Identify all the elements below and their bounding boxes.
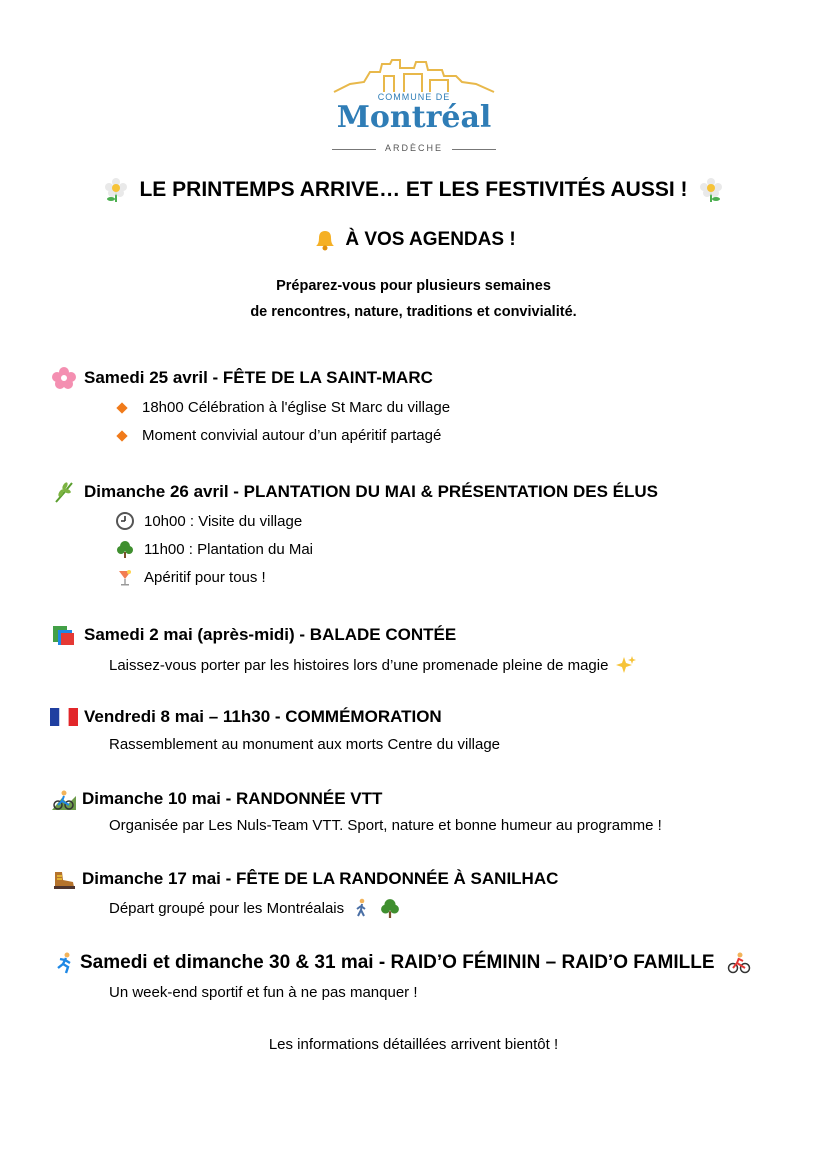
event-description — [109, 898, 400, 918]
daisy-icon — [103, 177, 129, 203]
intro-line: Préparez-vous pour plusieurs semaines — [276, 278, 551, 294]
tree-icon — [116, 540, 134, 558]
event-title-text: Dimanche 17 mai - FÊTE DE LA RANDONNÉE À SANILHAC — [82, 869, 559, 888]
event-title — [52, 367, 433, 389]
french-flag-icon — [50, 708, 78, 726]
event-description-text: Départ groupé pour les Montréalais — [109, 899, 345, 917]
agenda-heading — [0, 228, 827, 258]
list-item — [116, 568, 266, 586]
list-item — [116, 399, 450, 416]
bell-icon — [311, 228, 337, 252]
runner-icon — [52, 952, 76, 974]
event-title-text: Samedi 25 avril - FÊTE DE LA SAINT-MARC — [84, 368, 433, 387]
page-title — [0, 177, 827, 209]
event-title — [52, 952, 751, 974]
tree-icon — [380, 898, 400, 918]
event-title — [52, 624, 456, 646]
sparkles-icon — [616, 655, 636, 675]
title-text: LE PRINTEMPS ARRIVE… ET LES FESTIVITÉS AUSSI ! — [139, 178, 688, 201]
clock-icon — [116, 512, 134, 530]
logo-town-name: Montréal — [336, 100, 492, 135]
logo-region: ARDÈCHE — [384, 143, 443, 153]
footer-note: Les informations détaillées arrivent bientôt ! — [268, 1036, 559, 1053]
list-item — [116, 512, 302, 530]
list-item-text: 10h00 : Visite du village — [144, 512, 303, 530]
diamond-bullet-icon — [116, 430, 127, 441]
daisy-icon — [698, 177, 724, 203]
list-item — [116, 540, 313, 558]
event-title — [52, 481, 658, 503]
list-item-text: 18h00 Célébration à l'église St Marc du village — [142, 399, 451, 416]
person-biking-icon — [727, 952, 751, 974]
event-description — [109, 655, 636, 675]
cherry-blossom-icon — [52, 367, 76, 389]
event-description — [109, 817, 662, 834]
event-title — [52, 868, 558, 890]
logo-commune-label: COMMUNE DE — [377, 92, 451, 102]
cocktail-icon — [116, 568, 134, 586]
list-item-text: Apéritif pour tous ! — [144, 568, 266, 586]
event-description-text: Organisée par Les Nuls-Team VTT. Sport, nature et bonne humeur au programme ! — [109, 817, 662, 834]
intro-text — [0, 273, 827, 325]
list-item — [116, 427, 441, 444]
intro-line: de rencontres, nature, traditions et convivialité. — [250, 304, 577, 320]
event-title — [52, 788, 382, 810]
event-title-text: Samedi 2 mai (après-midi) - BALADE CONTÉE — [84, 625, 457, 644]
agenda-text: À VOS AGENDAS ! — [345, 229, 516, 250]
person-walking-icon — [352, 898, 372, 918]
event-description — [109, 736, 500, 753]
event-title-text: Samedi et dimanche 30 & 31 mai - RAID’O FÉMININ – RAID’O FAMILLE — [80, 952, 715, 973]
herb-icon — [52, 481, 76, 503]
books-icon — [52, 624, 76, 646]
list-item-text: 11h00 : Plantation du Mai — [144, 540, 314, 558]
event-title-text: Dimanche 26 avril - PLANTATION DU MAI & PRÉSENTATION DES ÉLUS — [84, 482, 658, 501]
event-description — [109, 984, 418, 1001]
logo-divider-right — [452, 149, 496, 150]
list-item-text: Moment convivial autour d’un apéritif partagé — [142, 427, 442, 444]
hiking-boot-icon — [52, 868, 76, 890]
event-description-text: Un week-end sportif et fun à ne pas manquer ! — [109, 984, 418, 1001]
event-description-text: Laissez-vous porter par les histoires lors d’une promenade pleine de magie — [109, 656, 609, 674]
event-title-text: Vendredi 8 mai – 11h30 - COMMÉMORATION — [84, 707, 442, 726]
event-description-text: Rassemblement au monument aux morts Centre du village — [109, 736, 501, 753]
commune-logo — [330, 54, 498, 158]
event-title — [50, 707, 442, 727]
diamond-bullet-icon — [116, 402, 127, 413]
mountain-biker-icon — [52, 788, 76, 810]
village-skyline-icon — [330, 54, 498, 94]
event-title-text: Dimanche 10 mai - RANDONNÉE VTT — [82, 789, 383, 808]
